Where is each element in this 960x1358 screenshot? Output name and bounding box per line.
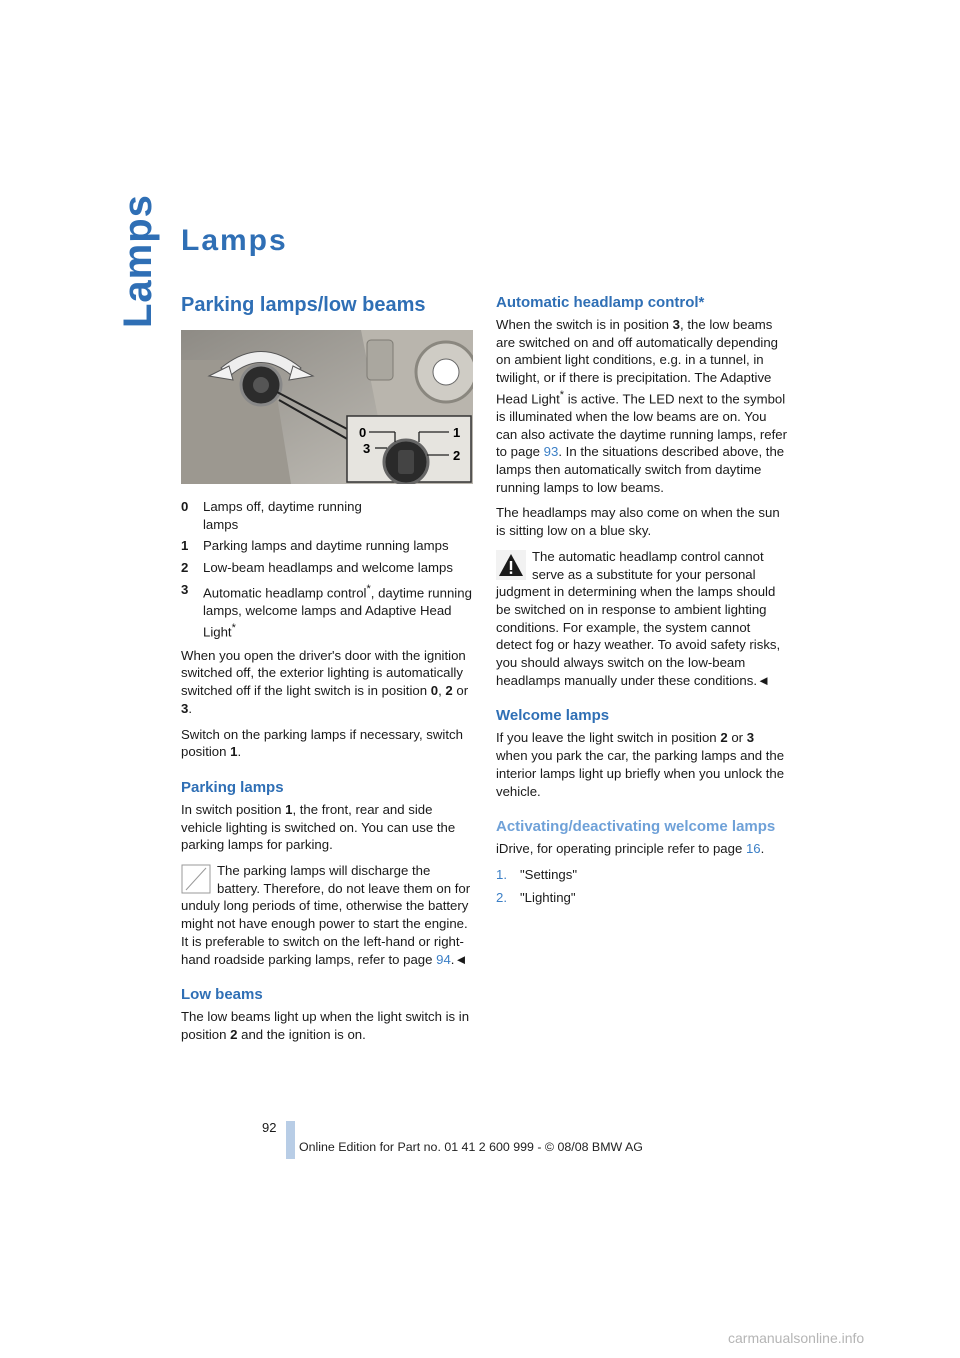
paragraph: If you leave the light switch in position 2 or 3 when you park the car, the parking lamps and the interior lamps light up briefly when you unlock the vehicle.	[496, 730, 785, 799]
warning-icon	[496, 550, 526, 580]
legend-item: 3 Automatic headlamp control*, daytime running lamps, welcome lamps and Adaptive Head Light*	[181, 581, 472, 639]
figure-label-0: 0	[359, 425, 367, 440]
footer-text: Online Edition for Part no. 01 41 2 600 999 - © 08/08 BMW AG	[299, 1140, 643, 1154]
legend-item: 0 Lamps off, daytime running lamps	[181, 499, 362, 532]
legend-list	[181, 498, 473, 641]
asterisk: *	[559, 388, 565, 401]
subsection-title: Welcome lamps	[496, 707, 610, 725]
page-title: Lamps	[181, 224, 288, 257]
steps-list	[496, 866, 788, 906]
page-link-16[interactable]: 16	[745, 841, 761, 857]
list-item: 1. "Settings"	[496, 866, 578, 882]
footer-bar	[286, 1121, 295, 1159]
subsection-title: Activating/deactivating welcome lamps	[496, 818, 776, 836]
light-switch-figure	[181, 330, 473, 484]
watermark: carmanualsonline.info	[728, 1330, 865, 1346]
paragraph: Switch on the parking lamps if necessary, switch position 1.	[181, 726, 463, 760]
figure-label-3: 3	[363, 441, 371, 456]
subsection-title: Parking lamps	[181, 778, 284, 796]
note-icon	[181, 864, 211, 894]
legend-item: 1 Parking lamps and daytime running lamps	[181, 538, 449, 554]
section-title: Parking lamps/low beams	[181, 294, 426, 316]
paragraph: The low beams light up when the light switch is in position 2 and the ignition is on.	[181, 1009, 470, 1042]
side-tab: Lamps	[116, 194, 160, 328]
paragraph: When the switch is in position 3, the low beams are switched on and off automatically depending on ambient light conditions, e.g. in a tunnel, in twilight, or if there is precipitation. The Adaptive Head Light* is active. The LED next to the symbol is illuminated when the low beams are on. You can also activate the daytime running lamps, refer to page 93. In the situations described above, the lamps then automatically switch from daytime running lamps to low beams.	[496, 317, 788, 495]
subsection-title: Low beams	[181, 986, 263, 1004]
page-number: 92	[262, 1120, 277, 1135]
page-link-94[interactable]: 94	[436, 951, 451, 967]
page-link-93[interactable]: 93	[543, 444, 559, 460]
paragraph: When you open the driver's door with the ignition switched off, the exterior lighting is automatically switched off if the light switch is in position 0, 2 or 3.	[181, 647, 469, 716]
paragraph: The headlamps may also come on when the sun is sitting low on a blue sky.	[496, 505, 780, 539]
figure-label-1: 1	[453, 425, 461, 440]
subsection-title: Automatic headlamp control*	[496, 294, 705, 311]
list-item: 2. "Lighting"	[496, 889, 576, 905]
asterisk: *	[366, 582, 371, 595]
asterisk: *	[231, 621, 236, 634]
paragraph: In switch position 1, the front, rear and side vehicle lighting is switched on. You can use the parking lamps for parking.	[181, 801, 456, 853]
figure-label-2: 2	[453, 448, 461, 463]
light-switch-illustration	[181, 330, 473, 484]
left-column	[181, 290, 473, 1052]
legend-item: 2 Low-beam headlamps and welcome lamps	[181, 560, 453, 576]
warning-block: The automatic headlamp control cannot serve as a substitute for your personal judgment in determining when the lamps should be switched on in response to ambient lighting conditions. For example, the system cannot detect fog or hazy weather. To avoid safety risks, you should always switch on the low-beam headlamps manually under these conditions.◄	[496, 548, 781, 688]
note-block: The parking lamps will discharge the battery. Therefore, do not leave them on for unduly long periods of time, otherwise the battery might not have enough power to start the engine. It is preferable to switch on the left-hand or right-hand roadside parking lamps, refer to page 94.◄	[181, 863, 471, 967]
right-column	[496, 290, 788, 911]
paragraph: iDrive, for operating principle refer to page 16.	[496, 841, 765, 857]
